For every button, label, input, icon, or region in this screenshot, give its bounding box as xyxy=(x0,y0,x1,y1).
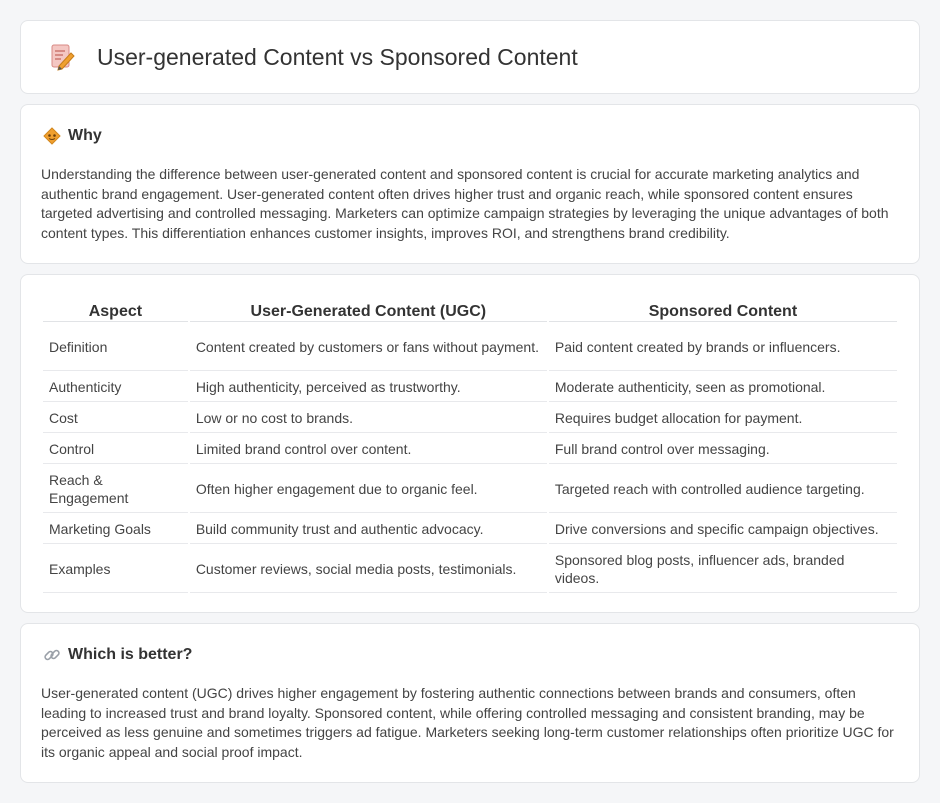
sponsored-cell: Requires budget allocation for payment. xyxy=(549,404,897,433)
sponsored-cell: Moderate authenticity, seen as promotional. xyxy=(549,373,897,402)
which-is-better-body: User-generated content (UGC) drives higher engagement by fostering authentic connections between brands and consumers, often leading to increased trust and brand loyalty. Sponsored content, while offering controlled messaging and consistent branding, may be perceived as less genuine and sometimes triggers ad fatigue. Marketers seeking long-term customer relationships often prioritize UGC for its organic appeal and social proof impact. xyxy=(41,685,894,760)
why-section xyxy=(20,104,920,264)
which-is-better-section xyxy=(20,623,920,783)
ugc-cell: High authenticity, perceived as trustworthy. xyxy=(190,373,547,402)
column-header-ugc: User-Generated Content (UGC) xyxy=(190,297,547,322)
table-row xyxy=(43,515,897,544)
ugc-cell: Low or no cost to brands. xyxy=(190,404,547,433)
aspect-cell: Cost xyxy=(43,404,188,433)
table-row xyxy=(43,404,897,433)
which-is-better-title: Which is better? xyxy=(68,646,193,663)
ugc-cell: Often higher engagement due to organic feel. xyxy=(190,466,547,513)
sponsored-cell: Drive conversions and specific campaign objectives. xyxy=(549,515,897,544)
link-icon xyxy=(43,646,61,664)
aspect-cell: Definition xyxy=(43,324,188,371)
document-edit-icon xyxy=(47,42,77,72)
page-title: User-generated Content vs Sponsored Content xyxy=(97,43,578,70)
table-row xyxy=(43,546,897,593)
sponsored-cell: Paid content created by brands or influencers. xyxy=(549,324,897,371)
sponsored-cell: Sponsored blog posts, influencer ads, branded videos. xyxy=(549,546,897,593)
ugc-cell: Build community trust and authentic advocacy. xyxy=(190,515,547,544)
aspect-cell: Marketing Goals xyxy=(43,515,188,544)
ugc-cell: Customer reviews, social media posts, testimonials. xyxy=(190,546,547,593)
ugc-cell: Limited brand control over content. xyxy=(190,435,547,464)
ugc-cell: Content created by customers or fans without payment. xyxy=(190,324,547,371)
table-row xyxy=(43,373,897,402)
aspect-cell: Reach & Engagement xyxy=(43,466,188,513)
table-header-row xyxy=(43,297,897,322)
column-header-aspect: Aspect xyxy=(43,297,188,322)
aspect-cell: Authenticity xyxy=(43,373,188,402)
table-row xyxy=(43,435,897,464)
comparison-card xyxy=(20,274,920,613)
table-row xyxy=(43,324,897,371)
table-row xyxy=(43,466,897,513)
aspect-cell: Examples xyxy=(43,546,188,593)
sponsored-cell: Targeted reach with controlled audience targeting. xyxy=(549,466,897,513)
header-card xyxy=(20,20,920,94)
aspect-cell: Control xyxy=(43,435,188,464)
why-body: Understanding the difference between user-generated content and sponsored content is crucial for accurate marketing analytics and authentic brand engagement. User-generated content often drives higher trust and organic reach, while sponsored content ensures targeted advertising and controlled messaging. Marketers can optimize campaign strategies by leveraging the unique advantages of both content types. This differentiation enhances customer insights, improves ROI, and strengthens brand credibility. xyxy=(41,166,889,241)
why-title: Why xyxy=(68,127,102,144)
comparison-table xyxy=(41,295,899,595)
column-header-sponsored: Sponsored Content xyxy=(549,297,897,322)
sponsored-cell: Full brand control over messaging. xyxy=(549,435,897,464)
diamond-sign-icon xyxy=(43,127,61,145)
